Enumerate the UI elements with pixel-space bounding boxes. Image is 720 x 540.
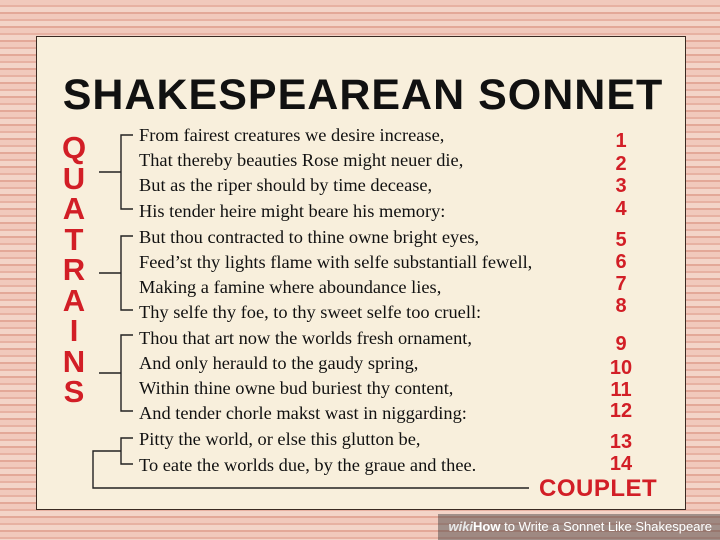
sonnet-line-9: Thou that art now the worlds fresh ornament, [139,328,472,348]
line-number-2: 2 [615,153,627,175]
quatrains-letter: A [62,191,86,226]
sonnet-card [36,36,686,510]
sonnet-line-6: Feed’st thy lights flame with selfe substantiall fewell, [139,252,533,272]
quatrains-letter: S [63,374,85,409]
sonnet-line-1: From fairest creatures we desire increase, [139,125,445,145]
line-number-10: 10 [609,357,633,379]
sonnet-line-4: His tender heire might beare his memory: [139,201,446,221]
wikihow-footer [438,514,720,540]
sonnet-line-14: To eate the worlds due, by the graue and thee. [139,455,477,475]
page-title: SHAKESPEAREAN SONNET [62,71,664,119]
sonnet-line-10: And only herauld to the gaudy spring, [139,353,419,373]
sonnet-line-8: Thy selfe thy foe, to thy sweet selfe too cruell: [139,302,482,322]
line-number-8: 8 [615,295,627,317]
line-number-11: 11 [610,379,632,401]
line-number-5: 5 [615,229,627,251]
line-number-9: 9 [615,333,627,355]
wiki-logo-text: wiki [448,519,474,534]
quatrains-letter: A [62,282,86,318]
quatrains-letter: Q [61,130,87,165]
sonnet-line-2: That thereby beauties Rose might neuer die, [139,150,464,170]
line-number-3: 3 [615,175,627,197]
sonnet-line-5: But thou contracted to thine owne bright eyes, [139,227,480,247]
sonnet-line-7: Making a famine where aboundance lies, [139,277,442,297]
line-number-13: 13 [609,431,633,453]
quatrains-letter: N [62,343,86,379]
line-number-12: 12 [609,400,633,422]
line-number-4: 4 [615,198,627,220]
quatrains-letter: I [69,313,79,348]
quatrains-letter: R [62,252,86,287]
quatrains-letter: U [62,160,86,196]
how-text: How [473,519,501,534]
line-number-14: 14 [609,453,633,475]
line-number-6: 6 [615,251,627,273]
quatrains-letter: T [64,221,84,257]
line-number-7: 7 [615,273,627,295]
sonnet-line-11: Within thine owne bud buriest thy content, [139,378,454,398]
line-number-1: 1 [615,130,627,152]
sonnet-line-12: And tender chorle makst wast in niggarding: [139,403,467,423]
sonnet-line-3: But as the riper should by time decease, [139,175,433,195]
sonnet-line-13: Pitty the world, or else this glutton be, [139,429,421,449]
footer-title: to Write a Sonnet Like Shakespeare [500,519,712,534]
couplet-label: COUPLET [539,475,658,502]
